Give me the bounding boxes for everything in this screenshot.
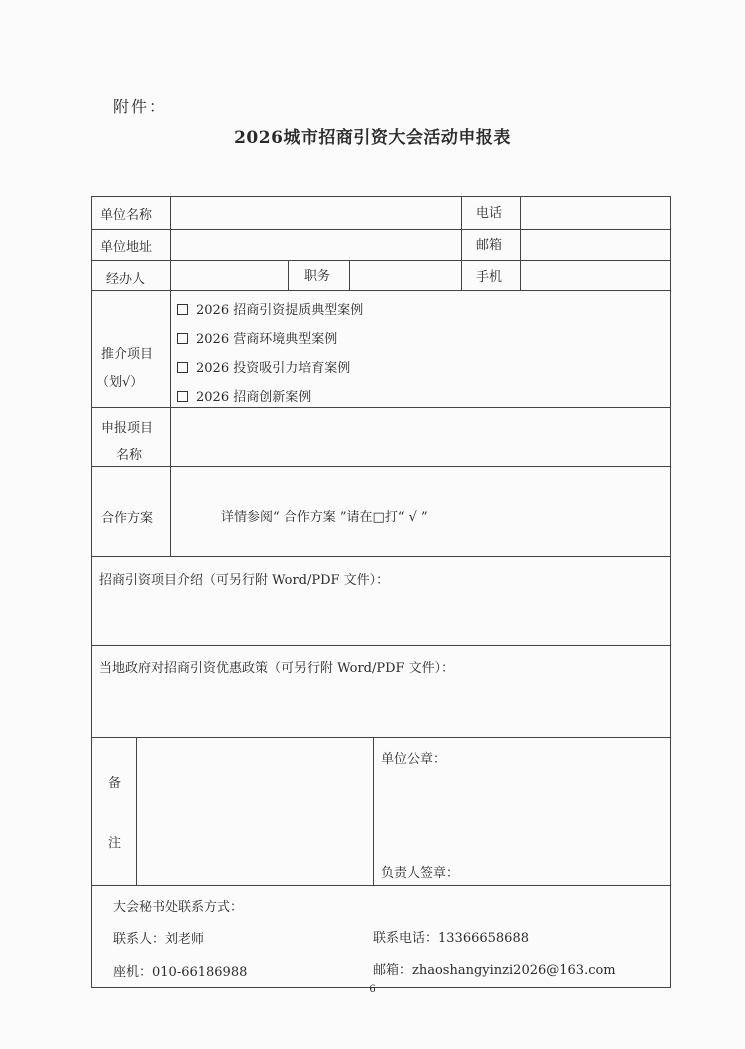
option-item[interactable]: 2026 营商环境典型案例 bbox=[177, 332, 337, 348]
handler-label: 经办人 bbox=[106, 272, 146, 287]
option-item[interactable]: 2026 投资吸引力培育案例 bbox=[177, 361, 350, 377]
recommend-label: 推介项目 bbox=[101, 347, 154, 362]
remark-label: 备 bbox=[108, 776, 122, 791]
unit-address-field[interactable] bbox=[172, 231, 460, 259]
checkbox-icon[interactable] bbox=[177, 391, 188, 402]
project-name-sublabel: 名称 bbox=[116, 448, 143, 463]
contact-person: 联系人：刘老师 bbox=[113, 932, 205, 947]
phone-field[interactable] bbox=[522, 198, 669, 228]
intro-field[interactable] bbox=[93, 595, 669, 643]
annex-label: 附件： bbox=[113, 97, 168, 116]
signature-label: 负责人签章： bbox=[381, 866, 460, 881]
project-name-field[interactable] bbox=[172, 409, 669, 465]
position-label: 职务 bbox=[304, 269, 331, 284]
mobile-field[interactable] bbox=[522, 262, 669, 289]
remark-field[interactable] bbox=[138, 739, 372, 884]
phone-label: 电话 bbox=[476, 206, 503, 221]
checkbox-icon[interactable] bbox=[177, 333, 188, 344]
page-title: 2026城市招商引资大会活动申报表 bbox=[234, 128, 511, 148]
seal-label: 单位公章： bbox=[381, 752, 447, 767]
email-field[interactable] bbox=[522, 231, 669, 259]
option-item[interactable]: 2026 招商创新案例 bbox=[177, 390, 311, 406]
project-name-label: 申报项目 bbox=[101, 421, 154, 436]
policy-field[interactable] bbox=[93, 683, 669, 735]
unit-name-field[interactable] bbox=[172, 198, 460, 228]
contact-email: 邮箱：zhaoshangyinzi2026@163.com bbox=[373, 963, 616, 978]
handler-field[interactable] bbox=[172, 262, 287, 289]
checkbox-icon[interactable] bbox=[177, 362, 188, 373]
cooperation-label: 合作方案 bbox=[101, 511, 154, 526]
policy-label: 当地政府对招商引资优惠政策（可另行附 Word/PDF 文件）： bbox=[99, 661, 455, 676]
cooperation-text: 详情参阅“ 合作方案 ”请在□打“ √ ” bbox=[221, 510, 428, 525]
contact-heading: 大会秘书处联系方式： bbox=[113, 900, 244, 915]
remark-label: 注 bbox=[108, 836, 122, 851]
option-item[interactable]: 2026 招商引资提质典型案例 bbox=[177, 303, 363, 319]
checkbox-icon[interactable] bbox=[177, 304, 188, 315]
unit-address-label: 单位地址 bbox=[100, 240, 153, 255]
mobile-label: 手机 bbox=[476, 270, 503, 285]
intro-label: 招商引资项目介绍（可另行附 Word/PDF 文件）： bbox=[99, 573, 390, 588]
email-label: 邮箱 bbox=[476, 238, 503, 253]
page-number: 6 bbox=[369, 984, 376, 995]
recommend-sublabel: （划√） bbox=[96, 375, 144, 390]
unit-name-label: 单位名称 bbox=[100, 208, 153, 223]
contact-phone: 联系电话：13366658688 bbox=[373, 931, 529, 946]
position-field[interactable] bbox=[351, 262, 460, 289]
contact-landline: 座机：010-66186988 bbox=[113, 965, 248, 980]
